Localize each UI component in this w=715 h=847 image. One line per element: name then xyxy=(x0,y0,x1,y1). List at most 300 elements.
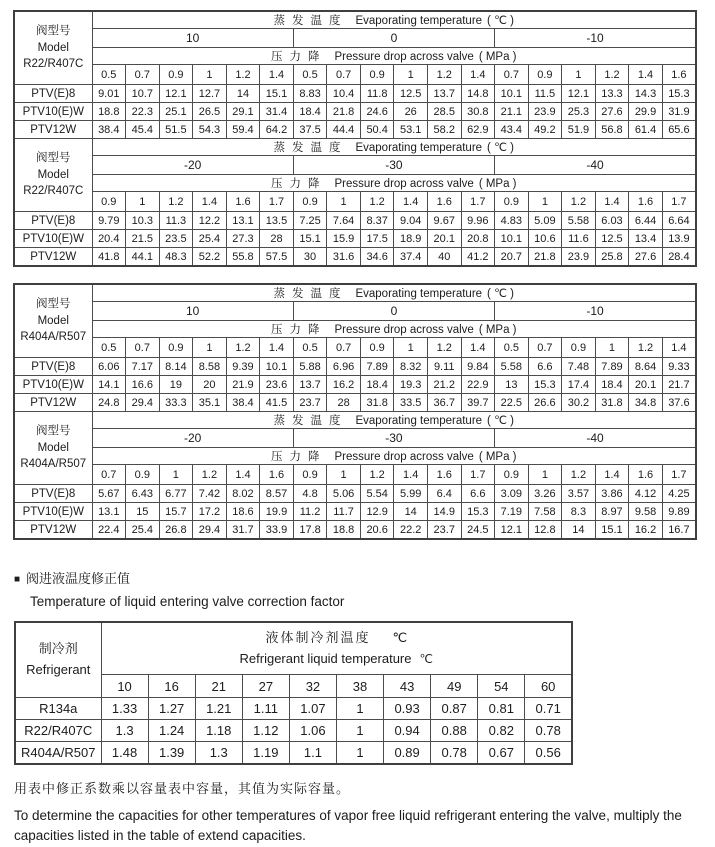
pressure-value: 0.9 xyxy=(562,338,596,358)
capacity-value: 52.2 xyxy=(193,248,227,267)
evap-temp-header-cn: 蒸发温度 xyxy=(273,288,348,300)
evap-temp-value: 0 xyxy=(293,29,494,48)
capacity-value: 23.6 xyxy=(260,376,294,394)
pressure-value: 1 xyxy=(193,65,227,85)
capacity-value: 7.89 xyxy=(595,358,629,376)
capacity-value: 18.4 xyxy=(360,376,394,394)
capacity-value: 13.4 xyxy=(629,230,663,248)
pressure-value: 1 xyxy=(126,192,160,212)
capacity-value: 12.1 xyxy=(562,85,596,103)
capacity-table-1 xyxy=(13,10,697,267)
pressure-value: 1 xyxy=(595,338,629,358)
capacity-value: 18.9 xyxy=(394,230,428,248)
capacity-value: 8.3 xyxy=(562,503,596,521)
table-row xyxy=(14,321,696,338)
correction-factor-value: 0.88 xyxy=(431,720,478,742)
capacity-value: 6.6 xyxy=(528,358,562,376)
table-row xyxy=(14,376,696,394)
table-row xyxy=(15,622,572,675)
liquid-temp-value: 10 xyxy=(101,675,148,698)
capacity-value: 62.9 xyxy=(461,121,495,139)
capacity-value: 8.57 xyxy=(260,485,294,503)
capacity-value: 25.4 xyxy=(193,230,227,248)
model-header-cell xyxy=(14,11,92,85)
liquid-temp-header-en: Refrigerant liquid temperature xyxy=(239,650,412,666)
capacity-value: 8.58 xyxy=(193,358,227,376)
pressure-value: 1.4 xyxy=(394,465,428,485)
liquid-temp-value: 32 xyxy=(289,675,336,698)
evap-temp-header xyxy=(92,11,696,29)
capacity-value: 20 xyxy=(193,376,227,394)
capacity-value: 24.5 xyxy=(461,521,495,540)
table-row xyxy=(14,65,696,85)
capacity-value: 26 xyxy=(394,103,428,121)
model-header-cn: 阀型号 xyxy=(36,297,71,310)
correction-factor-value: 1.3 xyxy=(101,720,148,742)
capacity-value: 5.67 xyxy=(92,485,126,503)
capacity-value: 13.5 xyxy=(260,212,294,230)
capacity-value: 22.3 xyxy=(126,103,160,121)
pressure-drop-header xyxy=(92,448,696,465)
capacity-value: 38.4 xyxy=(92,121,126,139)
correction-factor-value: 1 xyxy=(336,698,383,720)
capacity-value: 22.2 xyxy=(394,521,428,540)
liquid-temp-value: 54 xyxy=(478,675,525,698)
capacity-value: 22.5 xyxy=(495,394,529,412)
capacity-value: 6.64 xyxy=(662,212,696,230)
liquid-temp-value: 43 xyxy=(384,675,431,698)
capacity-value: 23.7 xyxy=(427,521,461,540)
capacity-value: 10.1 xyxy=(260,358,294,376)
pressure-value: 1.4 xyxy=(629,65,663,85)
capacity-value: 6.96 xyxy=(327,358,361,376)
correction-factor-value: 1.24 xyxy=(148,720,195,742)
capacity-value: 7.58 xyxy=(528,503,562,521)
pressure-value: 0.5 xyxy=(92,338,126,358)
model-header-cn: 阀型号 xyxy=(36,424,71,437)
pressure-value: 1.6 xyxy=(427,465,461,485)
capacity-value: 16.7 xyxy=(662,521,696,540)
capacity-value: 10.6 xyxy=(528,230,562,248)
capacity-table-2 xyxy=(13,283,697,540)
capacity-value: 13.1 xyxy=(92,503,126,521)
capacity-value: 16.2 xyxy=(629,521,663,540)
correction-factor-value: 0.94 xyxy=(384,720,431,742)
capacity-value: 3.86 xyxy=(595,485,629,503)
pressure-value: 0.7 xyxy=(92,465,126,485)
pressure-value: 1.6 xyxy=(260,465,294,485)
pressure-value: 0.9 xyxy=(360,65,394,85)
evap-temp-header xyxy=(92,412,696,429)
pressure-value: 0.5 xyxy=(293,65,327,85)
capacity-value: 28 xyxy=(260,230,294,248)
capacity-value: 50.4 xyxy=(360,121,394,139)
evap-temp-value: -30 xyxy=(293,429,494,448)
capacity-value: 9.11 xyxy=(427,358,461,376)
pressure-drop-header-en: Pressure drop across valve xyxy=(334,451,474,463)
capacity-value: 8.37 xyxy=(360,212,394,230)
evap-temp-value: 0 xyxy=(293,302,494,321)
capacity-value: 23.9 xyxy=(528,103,562,121)
capacity-value: 3.09 xyxy=(495,485,529,503)
pressure-value: 0.9 xyxy=(528,65,562,85)
evap-temp-header xyxy=(92,139,696,156)
capacity-value: 22.4 xyxy=(92,521,126,540)
model-header-en: Model xyxy=(37,41,69,54)
capacity-value: 31.7 xyxy=(226,521,260,540)
capacity-value: 11.8 xyxy=(360,85,394,103)
valve-model-label: PTV10(E)W xyxy=(14,230,92,248)
table-row xyxy=(14,85,696,103)
bullet-square-icon: ■ xyxy=(14,574,21,585)
capacity-value: 21.2 xyxy=(427,376,461,394)
pressure-value: 1.2 xyxy=(360,192,394,212)
capacity-value: 44.4 xyxy=(327,121,361,139)
capacity-value: 5.88 xyxy=(293,358,327,376)
capacity-value: 15.7 xyxy=(159,503,193,521)
correction-factor-value: 0.71 xyxy=(525,698,572,720)
correction-factor-table xyxy=(14,621,573,765)
capacity-value: 23.7 xyxy=(293,394,327,412)
capacity-value: 8.97 xyxy=(595,503,629,521)
pressure-value: 1.4 xyxy=(226,465,260,485)
capacity-value: 14 xyxy=(562,521,596,540)
capacity-value: 51.5 xyxy=(159,121,193,139)
pressure-value: 0.9 xyxy=(159,338,193,358)
pressure-value: 1.4 xyxy=(595,465,629,485)
valve-model-label: PTV12W xyxy=(14,521,92,540)
pressure-value: 1.2 xyxy=(427,65,461,85)
pressure-value: 1.4 xyxy=(595,192,629,212)
model-header-cn: 阀型号 xyxy=(36,24,71,37)
capacity-value: 29.4 xyxy=(126,394,160,412)
capacity-value: 37.5 xyxy=(293,121,327,139)
capacity-value: 12.5 xyxy=(595,230,629,248)
capacity-value: 21.1 xyxy=(495,103,529,121)
capacity-value: 6.6 xyxy=(461,485,495,503)
table-row xyxy=(14,29,696,48)
capacity-value: 19.3 xyxy=(394,376,428,394)
table-row xyxy=(14,192,696,212)
capacity-value: 27.6 xyxy=(629,248,663,267)
valve-model-label: PTV10(E)W xyxy=(14,103,92,121)
table-row xyxy=(14,175,696,192)
capacity-value: 14 xyxy=(394,503,428,521)
capacity-value: 15.3 xyxy=(461,503,495,521)
table-row xyxy=(14,338,696,358)
pressure-value: 0.7 xyxy=(126,338,160,358)
pressure-value: 1 xyxy=(394,65,428,85)
correction-factor-value: 1 xyxy=(336,720,383,742)
capacity-value: 30 xyxy=(293,248,327,267)
pressure-value: 0.9 xyxy=(126,465,160,485)
capacity-value: 11.6 xyxy=(562,230,596,248)
capacity-value: 5.99 xyxy=(394,485,428,503)
capacity-value: 11.7 xyxy=(327,503,361,521)
table-row xyxy=(14,121,696,139)
capacity-value: 28 xyxy=(327,394,361,412)
capacity-value: 9.67 xyxy=(427,212,461,230)
evap-temp-value: -30 xyxy=(293,156,494,175)
correction-factor-value: 0.81 xyxy=(478,698,525,720)
pressure-value: 1.6 xyxy=(629,192,663,212)
evap-temp-value: 10 xyxy=(92,302,293,321)
capacity-value: 44.1 xyxy=(126,248,160,267)
pressure-value: 1.2 xyxy=(159,192,193,212)
capacity-value: 6.44 xyxy=(629,212,663,230)
pressure-value: 1.2 xyxy=(595,65,629,85)
pressure-value: 1 xyxy=(394,338,428,358)
capacity-value: 17.2 xyxy=(193,503,227,521)
pressure-value: 0.9 xyxy=(92,192,126,212)
capacity-value: 27.6 xyxy=(595,103,629,121)
capacity-value: 6.03 xyxy=(595,212,629,230)
pressure-value: 1.6 xyxy=(629,465,663,485)
capacity-value: 41.5 xyxy=(260,394,294,412)
capacity-value: 55.8 xyxy=(226,248,260,267)
capacity-value: 23.9 xyxy=(562,248,596,267)
correction-factor-value: 0.78 xyxy=(431,742,478,765)
pressure-value: 1 xyxy=(327,465,361,485)
capacity-value: 9.84 xyxy=(461,358,495,376)
capacity-value: 28.4 xyxy=(662,248,696,267)
model-header-refrigerant: R22/R407C xyxy=(23,58,84,71)
valve-model-label: PTV10(E)W xyxy=(14,376,92,394)
capacity-value: 13.7 xyxy=(427,85,461,103)
liquid-temp-header-en-unit: ℃ xyxy=(419,651,433,666)
capacity-value: 13.3 xyxy=(595,85,629,103)
refrigerant-header-cell xyxy=(15,622,101,698)
capacity-value: 12.7 xyxy=(193,85,227,103)
capacity-value: 33.9 xyxy=(260,521,294,540)
capacity-value: 29.4 xyxy=(193,521,227,540)
liquid-temp-value: 38 xyxy=(336,675,383,698)
capacity-value: 14.1 xyxy=(92,376,126,394)
capacity-value: 27.3 xyxy=(226,230,260,248)
capacity-value: 8.83 xyxy=(293,85,327,103)
pressure-value: 0.7 xyxy=(528,338,562,358)
correction-factor-value: 1.33 xyxy=(101,698,148,720)
capacity-value: 12.2 xyxy=(193,212,227,230)
capacity-value: 25.1 xyxy=(159,103,193,121)
capacity-value: 57.5 xyxy=(260,248,294,267)
capacity-value: 56.8 xyxy=(595,121,629,139)
table-row xyxy=(15,720,572,742)
capacity-value: 31.6 xyxy=(327,248,361,267)
model-header-en: Model xyxy=(37,314,69,327)
table-row xyxy=(14,521,696,540)
pressure-value: 1.2 xyxy=(226,65,260,85)
capacity-value: 5.54 xyxy=(360,485,394,503)
valve-model-label: PTV12W xyxy=(14,121,92,139)
capacity-value: 14 xyxy=(226,85,260,103)
pressure-drop-header-unit: ( MPa ) xyxy=(478,178,517,190)
capacity-value: 20.4 xyxy=(92,230,126,248)
evap-temp-header-en: Evaporating temperature xyxy=(355,415,483,427)
correction-factor-value: 0.87 xyxy=(431,698,478,720)
evap-temp-header-cn: 蒸发温度 xyxy=(273,415,348,427)
capacity-value: 6.4 xyxy=(427,485,461,503)
pressure-value: 1 xyxy=(562,65,596,85)
capacity-value: 35.1 xyxy=(193,394,227,412)
capacity-value: 15.1 xyxy=(293,230,327,248)
refrigerant-header-en: Refrigerant xyxy=(26,662,91,677)
evap-temp-value: -20 xyxy=(92,156,293,175)
model-header-en: Model xyxy=(37,441,69,454)
evap-temp-header-unit: ( ℃ ) xyxy=(487,142,515,154)
capacity-value: 13.1 xyxy=(226,212,260,230)
evap-temp-header-en: Evaporating temperature xyxy=(355,142,483,154)
capacity-value: 8.14 xyxy=(159,358,193,376)
pressure-value: 1.7 xyxy=(461,465,495,485)
pressure-value: 1.7 xyxy=(260,192,294,212)
model-header-en: Model xyxy=(37,168,69,181)
capacity-value: 33.3 xyxy=(159,394,193,412)
evap-temp-header-en: Evaporating temperature xyxy=(355,288,483,300)
liquid-temp-value: 21 xyxy=(195,675,242,698)
capacity-value: 8.02 xyxy=(226,485,260,503)
correction-factor-value: 0.56 xyxy=(525,742,572,765)
valve-model-label: PTV12W xyxy=(14,394,92,412)
liquid-temp-header-line-cn xyxy=(102,628,572,648)
pressure-value: 1 xyxy=(193,338,227,358)
pressure-value: 0.5 xyxy=(92,65,126,85)
pressure-drop-header xyxy=(92,175,696,192)
evap-temp-header xyxy=(92,284,696,302)
capacity-value: 45.4 xyxy=(126,121,160,139)
liquid-temp-value: 16 xyxy=(148,675,195,698)
capacity-value: 17.8 xyxy=(293,521,327,540)
pressure-value: 1 xyxy=(159,465,193,485)
capacity-value: 59.4 xyxy=(226,121,260,139)
pressure-drop-header-en: Pressure drop across valve xyxy=(334,324,474,336)
evap-temp-value: 10 xyxy=(92,29,293,48)
pressure-value: 1.2 xyxy=(427,338,461,358)
liquid-temp-header-cn: 液体制冷剂温度 xyxy=(265,630,371,646)
pressure-value: 1.2 xyxy=(629,338,663,358)
correction-factor-value: 1.06 xyxy=(289,720,336,742)
correction-table-region xyxy=(0,621,715,765)
pressure-value: 1.4 xyxy=(461,65,495,85)
pressure-value: 0.7 xyxy=(327,338,361,358)
correction-factor-value: 1.48 xyxy=(101,742,148,765)
pressure-value: 1.4 xyxy=(193,192,227,212)
correction-factor-value: 1 xyxy=(336,742,383,765)
table-row xyxy=(14,485,696,503)
capacity-value: 41.2 xyxy=(461,248,495,267)
capacity-value: 40 xyxy=(427,248,461,267)
correction-factor-value: 1.1 xyxy=(289,742,336,765)
capacity-value: 13.9 xyxy=(662,230,696,248)
capacity-value: 5.09 xyxy=(528,212,562,230)
correction-factor-value: 1.19 xyxy=(242,742,289,765)
capacity-value: 22.9 xyxy=(461,376,495,394)
model-header-cn: 阀型号 xyxy=(36,151,71,164)
capacity-value: 20.1 xyxy=(629,376,663,394)
capacity-value: 19.9 xyxy=(260,503,294,521)
capacity-value: 9.39 xyxy=(226,358,260,376)
valve-model-label: PTV(E)8 xyxy=(14,358,92,376)
pressure-drop-header-en: Pressure drop across valve xyxy=(334,178,474,190)
pressure-value: 0.9 xyxy=(495,192,529,212)
correction-heading-en: Temperature of liquid entering valve correction factor xyxy=(30,594,345,609)
capacity-value: 4.83 xyxy=(495,212,529,230)
pressure-value: 1.4 xyxy=(662,338,696,358)
capacity-value: 38.4 xyxy=(226,394,260,412)
table-row xyxy=(14,429,696,448)
capacity-value: 21.7 xyxy=(662,376,696,394)
evap-temp-header-unit: ( ℃ ) xyxy=(487,415,515,427)
capacity-value: 4.25 xyxy=(662,485,696,503)
pressure-drop-header-en: Pressure drop across valve xyxy=(334,51,474,63)
table-row xyxy=(14,230,696,248)
valve-model-label: PTV(E)8 xyxy=(14,485,92,503)
capacity-value: 9.58 xyxy=(629,503,663,521)
capacity-value: 26.8 xyxy=(159,521,193,540)
capacity-value: 49.2 xyxy=(528,121,562,139)
capacity-value: 37.6 xyxy=(662,394,696,412)
refrigerant-header-cn: 制冷剂 xyxy=(38,641,78,657)
refrigerant-label: R404A/R507 xyxy=(15,742,101,765)
capacity-value: 16.6 xyxy=(126,376,160,394)
pressure-value: 1.7 xyxy=(461,192,495,212)
pressure-drop-header-unit: ( MPa ) xyxy=(478,51,517,63)
capacity-value: 20.7 xyxy=(495,248,529,267)
pressure-drop-header-unit: ( MPa ) xyxy=(478,324,517,336)
capacity-value: 12.9 xyxy=(360,503,394,521)
correction-factor-value: 1.12 xyxy=(242,720,289,742)
table-row xyxy=(14,284,696,302)
pressure-value: 1.4 xyxy=(260,338,294,358)
capacity-value: 14.8 xyxy=(461,85,495,103)
capacity-value: 17.4 xyxy=(562,376,596,394)
evap-temp-header-unit: ( ℃ ) xyxy=(487,15,515,27)
evap-temp-value: -20 xyxy=(92,429,293,448)
capacity-value: 23.5 xyxy=(159,230,193,248)
capacity-value: 5.06 xyxy=(327,485,361,503)
table-row xyxy=(14,11,696,29)
pressure-value: 1.2 xyxy=(562,192,596,212)
capacity-tables-region xyxy=(0,10,715,540)
liquid-temp-header xyxy=(101,622,572,675)
pressure-value: 1 xyxy=(528,465,562,485)
liquid-temp-value: 60 xyxy=(525,675,572,698)
capacity-value: 15.3 xyxy=(528,376,562,394)
pressure-value: 1.6 xyxy=(226,192,260,212)
capacity-value: 26.6 xyxy=(528,394,562,412)
evap-temp-header-unit: ( ℃ ) xyxy=(487,288,515,300)
correction-factor-value: 0.93 xyxy=(384,698,431,720)
capacity-value: 21.5 xyxy=(126,230,160,248)
capacity-value: 43.4 xyxy=(495,121,529,139)
pressure-drop-header-cn: 压力降 xyxy=(270,51,327,63)
pressure-drop-header-cn: 压力降 xyxy=(270,178,327,190)
capacity-value: 10.1 xyxy=(495,85,529,103)
correction-note-en: To determine the capacities for other temperatures of vapor free liquid refrigerant entering the valve, multiply the capacities listed in the table of extend capacities. xyxy=(14,808,682,844)
pressure-value: 0.5 xyxy=(293,338,327,358)
capacity-value: 7.17 xyxy=(126,358,160,376)
correction-heading-cn xyxy=(14,568,715,587)
capacity-value: 12.5 xyxy=(394,85,428,103)
table-row xyxy=(14,412,696,429)
pressure-value: 0.9 xyxy=(293,465,327,485)
capacity-value: 20.6 xyxy=(360,521,394,540)
correction-factor-value: 1.11 xyxy=(242,698,289,720)
capacity-value: 13 xyxy=(495,376,529,394)
table-row xyxy=(14,139,696,156)
capacity-value: 9.96 xyxy=(461,212,495,230)
pressure-drop-header-cn: 压力降 xyxy=(270,451,327,463)
